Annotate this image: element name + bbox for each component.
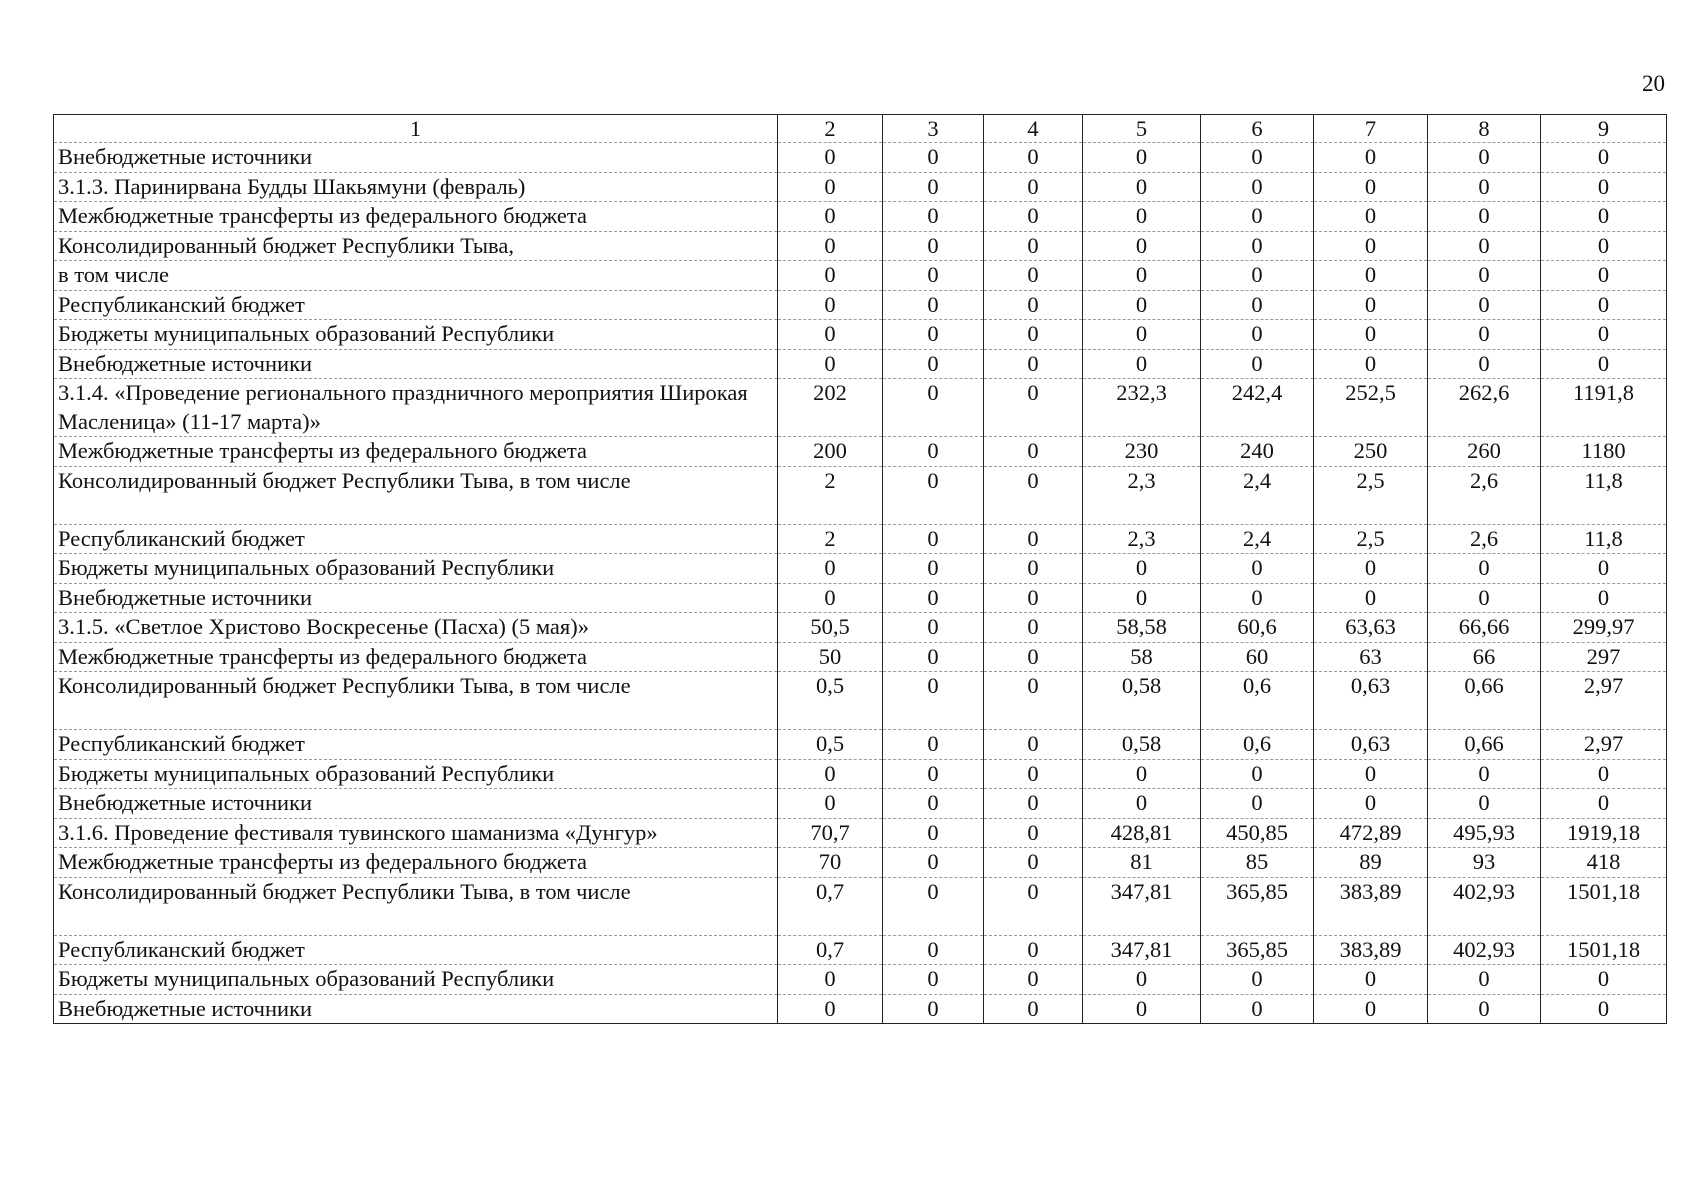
row-label: Бюджеты муниципальных образований Республики [54,759,778,789]
table-row [54,143,1667,173]
row-label: Республиканский бюджет [54,290,778,320]
table-row [54,349,1667,379]
row-value-col-8: 66,66 [1428,613,1541,643]
row-value-col-6: 0 [1201,231,1314,261]
row-label: Внебюджетные источники [54,994,778,1024]
table-row [54,290,1667,320]
row-value-col-2: 0 [778,789,883,819]
row-value-col-8: 0 [1428,349,1541,379]
column-header-4: 4 [984,115,1083,143]
row-value-col-3: 0 [883,730,984,760]
row-value-col-9: 0 [1541,202,1667,232]
row-value-col-9: 0 [1541,965,1667,995]
row-value-col-8: 260 [1428,437,1541,467]
table-row [54,759,1667,789]
row-value-col-5: 0 [1083,759,1201,789]
row-value-col-8: 0 [1428,320,1541,350]
row-value-col-5: 0 [1083,143,1201,173]
row-value-col-9: 11,8 [1541,524,1667,554]
table-row [54,848,1667,878]
row-value-col-3: 0 [883,877,984,935]
row-label: в том числе [54,261,778,291]
row-value-col-7: 383,89 [1314,877,1428,935]
table-row [54,642,1667,672]
row-value-col-5: 0 [1083,231,1201,261]
row-label: Внебюджетные источники [54,789,778,819]
page-number: 20 [1642,71,1665,96]
row-value-col-9: 1919,18 [1541,818,1667,848]
row-value-col-6: 60 [1201,642,1314,672]
row-value-col-9: 418 [1541,848,1667,878]
row-value-col-9: 0 [1541,143,1667,173]
row-value-col-9: 0 [1541,583,1667,613]
row-value-col-8: 66 [1428,642,1541,672]
row-label: Межбюджетные трансферты из федерального бюджета [54,202,778,232]
row-value-col-3: 0 [883,437,984,467]
row-value-col-6: 85 [1201,848,1314,878]
table-row [54,231,1667,261]
row-value-col-7: 0 [1314,789,1428,819]
row-value-col-8: 0 [1428,965,1541,995]
row-value-col-4: 0 [984,818,1083,848]
row-value-col-8: 0 [1428,554,1541,584]
row-value-col-3: 0 [883,554,984,584]
row-value-col-9: 0 [1541,349,1667,379]
row-label: 3.1.5. «Светлое Христово Воскресенье (Пасха) (5 мая)» [54,613,778,643]
row-value-col-9: 0 [1541,172,1667,202]
column-header-6: 6 [1201,115,1314,143]
row-value-col-2: 0,5 [778,730,883,760]
row-value-col-6: 0 [1201,202,1314,232]
row-value-col-6: 60,6 [1201,613,1314,643]
row-value-col-8: 495,93 [1428,818,1541,848]
column-header-9: 9 [1541,115,1667,143]
row-value-col-8: 0 [1428,231,1541,261]
row-value-col-6: 0 [1201,290,1314,320]
row-value-col-7: 0 [1314,290,1428,320]
table-row [54,320,1667,350]
row-value-col-7: 0 [1314,143,1428,173]
row-value-col-9: 11,8 [1541,466,1667,524]
row-label: Бюджеты муниципальных образований Республики [54,320,778,350]
row-label: 3.1.4. «Проведение регионального праздничного мероприятия Широкая Масленица» (11-17 марта)» [54,379,778,437]
row-value-col-9: 2,97 [1541,730,1667,760]
row-value-col-3: 0 [883,613,984,643]
row-value-col-3: 0 [883,231,984,261]
table-row [54,437,1667,467]
row-value-col-4: 0 [984,759,1083,789]
row-value-col-6: 365,85 [1201,935,1314,965]
row-value-col-7: 0 [1314,965,1428,995]
row-value-col-2: 0,7 [778,935,883,965]
row-value-col-3: 0 [883,202,984,232]
row-value-col-3: 0 [883,379,984,437]
row-value-col-3: 0 [883,848,984,878]
row-value-col-3: 0 [883,524,984,554]
table-row [54,965,1667,995]
row-label: Республиканский бюджет [54,935,778,965]
row-value-col-4: 0 [984,965,1083,995]
row-value-col-8: 262,6 [1428,379,1541,437]
row-value-col-6: 0 [1201,994,1314,1024]
row-value-col-5: 0,58 [1083,672,1201,730]
row-value-col-4: 0 [984,437,1083,467]
column-header-1: 1 [54,115,778,143]
row-value-col-3: 0 [883,349,984,379]
row-value-col-4: 0 [984,583,1083,613]
row-value-col-6: 0,6 [1201,730,1314,760]
row-value-col-6: 0 [1201,320,1314,350]
row-value-col-4: 0 [984,613,1083,643]
row-value-col-9: 0 [1541,554,1667,584]
table-row [54,994,1667,1024]
row-label: Внебюджетные источники [54,143,778,173]
row-value-col-6: 0 [1201,789,1314,819]
row-value-col-3: 0 [883,290,984,320]
row-value-col-5: 428,81 [1083,818,1201,848]
row-value-col-2: 0,5 [778,672,883,730]
row-value-col-6: 0 [1201,965,1314,995]
row-value-col-7: 472,89 [1314,818,1428,848]
row-value-col-7: 2,5 [1314,466,1428,524]
row-value-col-4: 0 [984,231,1083,261]
row-label: Бюджеты муниципальных образований Республики [54,965,778,995]
row-value-col-6: 0 [1201,759,1314,789]
row-value-col-3: 0 [883,466,984,524]
row-value-col-5: 0 [1083,994,1201,1024]
table-body [54,115,1667,1024]
row-value-col-5: 58,58 [1083,613,1201,643]
row-value-col-2: 70 [778,848,883,878]
row-value-col-4: 0 [984,379,1083,437]
table-row [54,935,1667,965]
row-value-col-4: 0 [984,172,1083,202]
table-row [54,261,1667,291]
row-value-col-5: 0,58 [1083,730,1201,760]
row-value-col-8: 0 [1428,202,1541,232]
row-value-col-2: 0 [778,994,883,1024]
row-value-col-3: 0 [883,789,984,819]
row-value-col-7: 0 [1314,994,1428,1024]
row-value-col-5: 81 [1083,848,1201,878]
row-label: Консолидированный бюджет Республики Тыва, в том числе [54,877,778,935]
row-value-col-6: 0 [1201,554,1314,584]
row-value-col-5: 0 [1083,290,1201,320]
column-header-5: 5 [1083,115,1201,143]
row-value-col-6: 2,4 [1201,466,1314,524]
row-value-col-6: 0 [1201,261,1314,291]
row-value-col-2: 0 [778,202,883,232]
table-header-row [54,115,1667,143]
table-row [54,672,1667,730]
table-row [54,554,1667,584]
row-value-col-5: 0 [1083,349,1201,379]
row-value-col-3: 0 [883,965,984,995]
row-value-col-3: 0 [883,759,984,789]
column-header-7: 7 [1314,115,1428,143]
row-value-col-2: 0,7 [778,877,883,935]
row-value-col-9: 1191,8 [1541,379,1667,437]
row-value-col-7: 0 [1314,320,1428,350]
row-value-col-5: 2,3 [1083,466,1201,524]
row-label: Внебюджетные источники [54,583,778,613]
row-value-col-4: 0 [984,642,1083,672]
row-value-col-7: 0,63 [1314,730,1428,760]
column-header-3: 3 [883,115,984,143]
row-value-col-6: 0,6 [1201,672,1314,730]
row-value-col-5: 0 [1083,172,1201,202]
row-label: Межбюджетные трансферты из федерального бюджета [54,642,778,672]
row-value-col-3: 0 [883,935,984,965]
row-value-col-8: 0 [1428,789,1541,819]
row-value-col-6: 0 [1201,349,1314,379]
row-value-col-4: 0 [984,466,1083,524]
row-value-col-2: 70,7 [778,818,883,848]
row-value-col-4: 0 [984,261,1083,291]
row-value-col-7: 0 [1314,554,1428,584]
row-value-col-6: 242,4 [1201,379,1314,437]
table-row [54,172,1667,202]
row-value-col-3: 0 [883,672,984,730]
row-label: Бюджеты муниципальных образований Республики [54,554,778,584]
row-value-col-9: 1180 [1541,437,1667,467]
table-row [54,202,1667,232]
row-label: Межбюджетные трансферты из федерального бюджета [54,848,778,878]
row-value-col-8: 402,93 [1428,935,1541,965]
row-value-col-7: 0 [1314,231,1428,261]
row-value-col-2: 0 [778,143,883,173]
row-value-col-4: 0 [984,554,1083,584]
column-header-2: 2 [778,115,883,143]
row-label: Консолидированный бюджет Республики Тыва, в том числе [54,466,778,524]
row-value-col-6: 0 [1201,143,1314,173]
row-value-col-6: 450,85 [1201,818,1314,848]
row-value-col-7: 2,5 [1314,524,1428,554]
row-value-col-9: 299,97 [1541,613,1667,643]
row-value-col-6: 2,4 [1201,524,1314,554]
table-row [54,877,1667,935]
row-value-col-9: 0 [1541,320,1667,350]
row-value-col-2: 200 [778,437,883,467]
row-value-col-8: 2,6 [1428,466,1541,524]
row-value-col-8: 93 [1428,848,1541,878]
row-value-col-3: 0 [883,143,984,173]
row-value-col-3: 0 [883,261,984,291]
row-value-col-8: 0 [1428,994,1541,1024]
row-value-col-7: 0 [1314,202,1428,232]
row-value-col-8: 0 [1428,583,1541,613]
row-label: Консолидированный бюджет Республики Тыва, в том числе [54,672,778,730]
row-value-col-2: 0 [778,320,883,350]
row-value-col-7: 63,63 [1314,613,1428,643]
table-row [54,818,1667,848]
column-header-8: 8 [1428,115,1541,143]
row-value-col-7: 89 [1314,848,1428,878]
row-value-col-4: 0 [984,935,1083,965]
row-value-col-9: 0 [1541,290,1667,320]
row-value-col-8: 402,93 [1428,877,1541,935]
budget-table [53,114,1667,1024]
row-value-col-2: 0 [778,965,883,995]
row-value-col-2: 0 [778,290,883,320]
row-value-col-3: 0 [883,320,984,350]
row-value-col-4: 0 [984,202,1083,232]
row-value-col-9: 0 [1541,994,1667,1024]
row-value-col-4: 0 [984,848,1083,878]
row-value-col-5: 0 [1083,965,1201,995]
row-value-col-5: 58 [1083,642,1201,672]
row-value-col-7: 0,63 [1314,672,1428,730]
row-value-col-4: 0 [984,672,1083,730]
row-value-col-6: 240 [1201,437,1314,467]
row-value-col-8: 2,6 [1428,524,1541,554]
row-value-col-5: 0 [1083,583,1201,613]
row-value-col-3: 0 [883,994,984,1024]
row-label: Республиканский бюджет [54,730,778,760]
row-value-col-2: 0 [778,554,883,584]
table-row [54,466,1667,524]
row-value-col-9: 0 [1541,261,1667,291]
row-label: Внебюджетные источники [54,349,778,379]
row-value-col-5: 0 [1083,320,1201,350]
row-value-col-5: 0 [1083,261,1201,291]
row-value-col-2: 2 [778,466,883,524]
row-value-col-8: 0 [1428,143,1541,173]
row-value-col-3: 0 [883,818,984,848]
row-value-col-9: 2,97 [1541,672,1667,730]
row-value-col-9: 1501,18 [1541,877,1667,935]
row-value-col-2: 0 [778,349,883,379]
row-label: 3.1.3. Паринирвана Будды Шакьямуни (февраль) [54,172,778,202]
row-value-col-2: 0 [778,172,883,202]
row-value-col-4: 0 [984,290,1083,320]
row-value-col-3: 0 [883,642,984,672]
row-value-col-7: 0 [1314,172,1428,202]
row-value-col-6: 0 [1201,583,1314,613]
row-value-col-4: 0 [984,877,1083,935]
row-label: 3.1.6. Проведение фестиваля тувинского шаманизма «Дунгур» [54,818,778,848]
row-value-col-7: 383,89 [1314,935,1428,965]
row-value-col-6: 365,85 [1201,877,1314,935]
row-value-col-9: 297 [1541,642,1667,672]
row-value-col-2: 0 [778,759,883,789]
row-value-col-7: 0 [1314,759,1428,789]
row-value-col-8: 0 [1428,261,1541,291]
row-value-col-4: 0 [984,730,1083,760]
row-value-col-2: 2 [778,524,883,554]
row-value-col-9: 0 [1541,231,1667,261]
row-value-col-2: 50,5 [778,613,883,643]
row-label: Межбюджетные трансферты из федерального бюджета [54,437,778,467]
row-value-col-5: 232,3 [1083,379,1201,437]
row-value-col-3: 0 [883,583,984,613]
row-value-col-7: 250 [1314,437,1428,467]
table-row [54,583,1667,613]
row-value-col-4: 0 [984,789,1083,819]
row-value-col-7: 252,5 [1314,379,1428,437]
row-value-col-2: 0 [778,231,883,261]
row-value-col-8: 0 [1428,172,1541,202]
row-value-col-5: 230 [1083,437,1201,467]
row-value-col-3: 0 [883,172,984,202]
row-value-col-8: 0 [1428,290,1541,320]
row-value-col-5: 347,81 [1083,877,1201,935]
row-value-col-2: 0 [778,261,883,291]
row-value-col-4: 0 [984,349,1083,379]
row-value-col-6: 0 [1201,172,1314,202]
row-value-col-2: 0 [778,583,883,613]
row-value-col-8: 0,66 [1428,672,1541,730]
row-label: Республиканский бюджет [54,524,778,554]
row-value-col-9: 0 [1541,789,1667,819]
row-value-col-7: 0 [1314,349,1428,379]
row-value-col-4: 0 [984,994,1083,1024]
row-value-col-5: 347,81 [1083,935,1201,965]
row-value-col-9: 0 [1541,759,1667,789]
table-row [54,730,1667,760]
row-value-col-4: 0 [984,524,1083,554]
row-value-col-8: 0,66 [1428,730,1541,760]
row-value-col-8: 0 [1428,759,1541,789]
table-row [54,789,1667,819]
row-value-col-2: 50 [778,642,883,672]
row-value-col-5: 0 [1083,202,1201,232]
table-row [54,524,1667,554]
row-value-col-7: 63 [1314,642,1428,672]
row-value-col-9: 1501,18 [1541,935,1667,965]
table-row [54,613,1667,643]
row-value-col-7: 0 [1314,261,1428,291]
row-value-col-5: 0 [1083,789,1201,819]
row-value-col-4: 0 [984,320,1083,350]
row-value-col-7: 0 [1314,583,1428,613]
row-value-col-5: 0 [1083,554,1201,584]
row-value-col-2: 202 [778,379,883,437]
row-label: Консолидированный бюджет Республики Тыва, [54,231,778,261]
table-row [54,379,1667,437]
row-value-col-5: 2,3 [1083,524,1201,554]
row-value-col-4: 0 [984,143,1083,173]
